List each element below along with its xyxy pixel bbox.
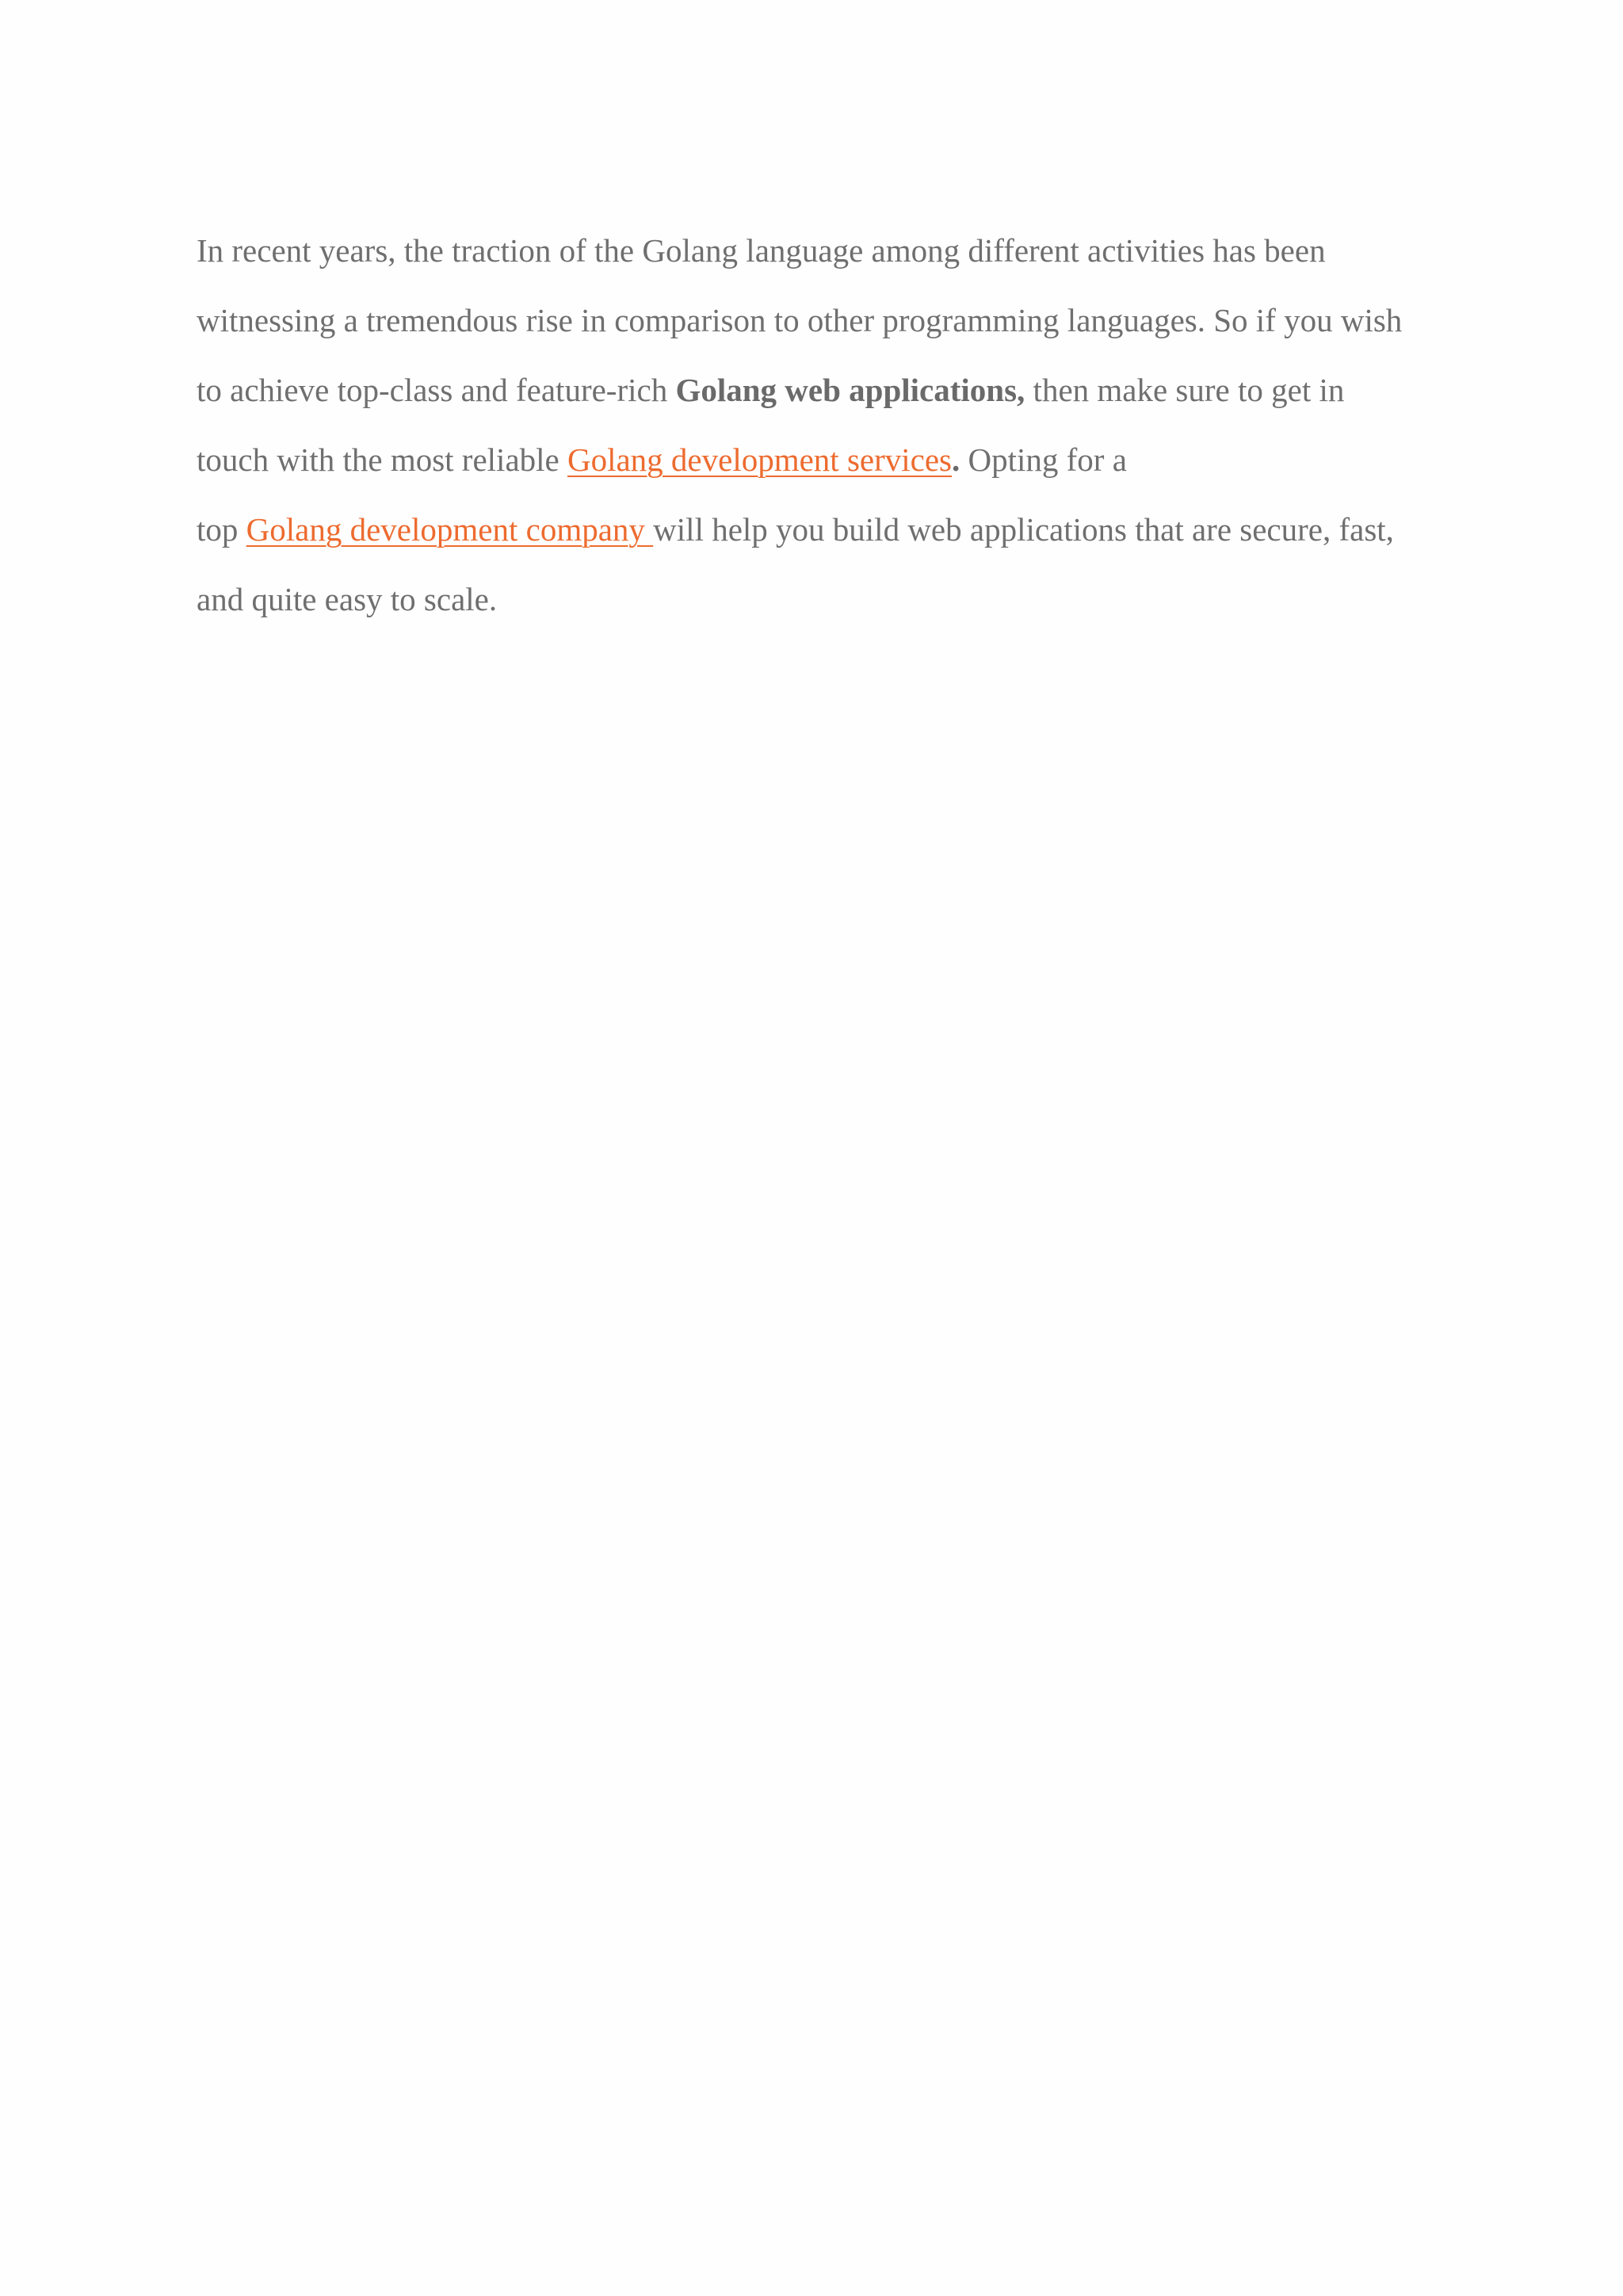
bold-phrase-golang-web-applications: Golang web applications,: [675, 372, 1025, 408]
line-5-text-end: will help you build web applications that are secure, fast,: [653, 511, 1394, 548]
line-4-text-start: touch with the most reliable: [197, 441, 567, 478]
paragraph-line-6: [197, 564, 1442, 634]
line-5-text-start: top: [197, 511, 246, 548]
bold-period: .: [952, 441, 960, 478]
link-golang-development-services[interactable]: Golang development services: [567, 441, 952, 478]
line-3-text-start: to achieve top-class and feature-rich: [197, 372, 676, 408]
line-4-text-end: Opting for a: [960, 441, 1127, 478]
paragraph-line-3: [197, 355, 1442, 425]
paragraph-line-2: [197, 285, 1442, 355]
body-paragraph: [197, 216, 1442, 634]
link-golang-development-company[interactable]: Golang development company: [246, 511, 654, 548]
paragraph-line-4: [197, 425, 1442, 495]
line-2-text: witnessing a tremendous rise in comparison to other programming languages. So if you wish: [197, 302, 1403, 338]
line-6-text: and quite easy to scale.: [197, 581, 498, 617]
paragraph-line-1: [197, 216, 1442, 285]
line-1-text: In recent years, the traction of the Golang language among different activities has been: [197, 232, 1326, 269]
line-3-text-end: then make sure to get in: [1025, 372, 1345, 408]
paragraph-line-5: [197, 495, 1442, 564]
